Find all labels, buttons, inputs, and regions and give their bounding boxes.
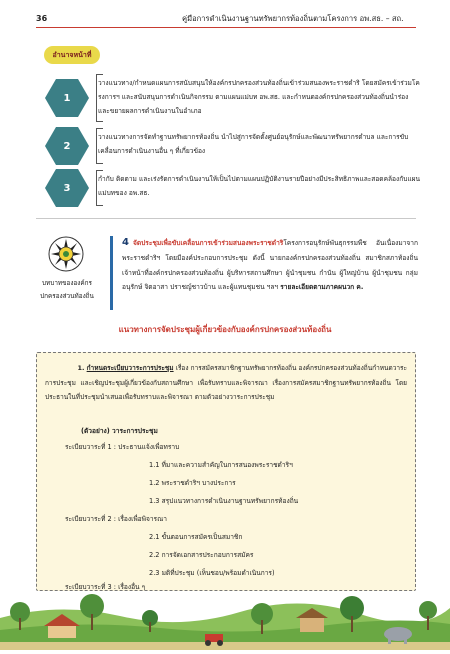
item-number: 4 xyxy=(122,237,129,248)
item-highlight: จัดประชุมเพื่อขับเคลื่อนการเข้าร่วมสนองพระราชดำริ xyxy=(132,239,284,247)
example-title: (ตัวอย่าง) วาระการประชุม xyxy=(81,427,158,435)
agenda-subitem: 2.1 ขั้นตอนการสมัครเป็นสมาชิก xyxy=(149,533,243,541)
header-divider xyxy=(36,27,416,28)
duty-number: 1 xyxy=(63,92,71,104)
footer-scenery-illustration xyxy=(0,588,450,650)
hexagon-icon xyxy=(44,78,90,118)
local-government-logo-icon xyxy=(48,236,84,272)
lead-number: 1. xyxy=(77,364,85,372)
agenda-item: ระเบียบวาระที่ 1 : ประธานแจ้งเพื่อทราบ xyxy=(65,443,180,451)
meeting-guideline-box xyxy=(36,352,416,591)
duties-tag: อำนาจหน้าที่ xyxy=(44,46,100,64)
page-number: 36 xyxy=(36,14,48,23)
lead-title: กำหนดระเบียบวาระการประชุม xyxy=(86,364,174,372)
item-text: โครงการอนุรักษ์พันธุกรรมพืช อันเนื่องมาจากพระราชดำริฯ โดยมีองค์ประกอบการประชุม ดังนี้ นายกองค์กรปกครองส่วนท้องถิ่น สมาชิกสภาท้องถิ่น เจ้าหน้าที่องค์กรปกครองส่วนท้องถิ่น ผู้บริหารสถานศึกษา ผู้นำชุมชน กำนัน ผู้ใหญ่บ้าน ผู้นำชุมชน กลุ่มอนุรักษ์ จิตอาสา ปราชญ์ชาวบ้าน และผู้แทนชุมชน ฯลฯ xyxy=(122,239,418,292)
item-tail: รายละเอียดตามภาคผนวก ค. xyxy=(280,283,364,292)
duty-number: 3 xyxy=(63,182,71,194)
meeting-paragraph xyxy=(45,361,407,405)
header-title: คู่มือการดำเนินงานฐานทรัพยากรท้องถิ่นตามโครงการ อพ.สธ. – สถ. xyxy=(182,14,404,23)
agenda-subitem: 1.2 พระราชดำริฯ บางประการ xyxy=(149,479,236,487)
agenda-subitem: 1.3 สรุปแนวทางการดำเนินงานฐานทรัพยากรท้องถิ่น xyxy=(149,497,299,505)
agenda-item: ระเบียบวาระที่ 2 : เรื่องเพื่อพิจารณา xyxy=(65,515,167,523)
duty-text: วางแนวทางการจัดทำฐานทรัพยากรท้องถิ่น นำไปสู่การจัดตั้งศูนย์อนุรักษ์และพัฒนาทรัพยากรตำบล และการขับเคลื่อนการดำเนินงานอื่น ๆ ที่เกี่ยวข้อง xyxy=(98,133,409,155)
agenda-item: ระเบียบวาระที่ 3 : เรื่องอื่น ๆ xyxy=(65,583,146,591)
hexagon-icon xyxy=(44,168,90,208)
section-divider xyxy=(36,218,416,219)
duty-text: กำกับ ติดตาม และเร่งรัดการดำเนินงานให้เป็นไปตามแผนปฏิบัติงานรายปีอย่างมีประสิทธิภาพและสอดคล้องกับแผนแม่บทของ อพ.สธ. xyxy=(98,175,420,197)
duty-number: 2 xyxy=(63,140,71,152)
accent-bar xyxy=(110,236,113,310)
section-title: แนวทางการจัดประชุมผู้เกี่ยวข้องกับองค์กรปกครองส่วนท้องถิ่น xyxy=(118,325,332,334)
meeting-text: เรื่อง การสมัครสมาชิกฐานทรัพยากรท้องถิ่น องค์กรปกครองส่วนท้องถิ่นกำหนดวาระการประชุม และเชิญประชุมผู้เกี่ยวข้องกับสถานศึกษา เพื่อรับทราบและพิจารณา เรื่องการสมัครสมาชิกฐานทรัพยากรท้องถิ่น โดยประธานในที่ประชุมนำเสนอเพื่อรับทราบและพิจารณา ตามตัวอย่างวาระการประชุม xyxy=(45,364,407,402)
logo-caption: บทบาทขององค์กรปกครองส่วนท้องถิ่น xyxy=(40,279,94,300)
item-4-paragraph xyxy=(122,236,418,295)
hexagon-icon xyxy=(44,126,90,166)
agenda-subitem: 2.2 การจัดเอกสารประกอบการสมัคร xyxy=(149,551,254,559)
duty-text: วางแนวทาง/กำหนดแผนการสนับสนุนให้องค์กรปกครองส่วนท้องถิ่นเข้าร่วมสนองพระราชดำริ โดยสมัครเข้าร่วมโครงการฯ และสนับสนุนการดำเนินกิจกรรม ตามแผนแม่บท อพ.สธ. และกำหนดองค์กรปกครองส่วนท้องถิ่นนำร่องและขยายผลการดำเนินงานในอำเภอ xyxy=(98,79,420,115)
agenda-subitem: 2.3 มติที่ประชุม (เห็นชอบ/พร้อมดำเนินการ) xyxy=(149,569,275,577)
agenda-subitem: 1.1 ที่มาและความสำคัญในการสนองพระราชดำริฯ xyxy=(149,461,293,469)
